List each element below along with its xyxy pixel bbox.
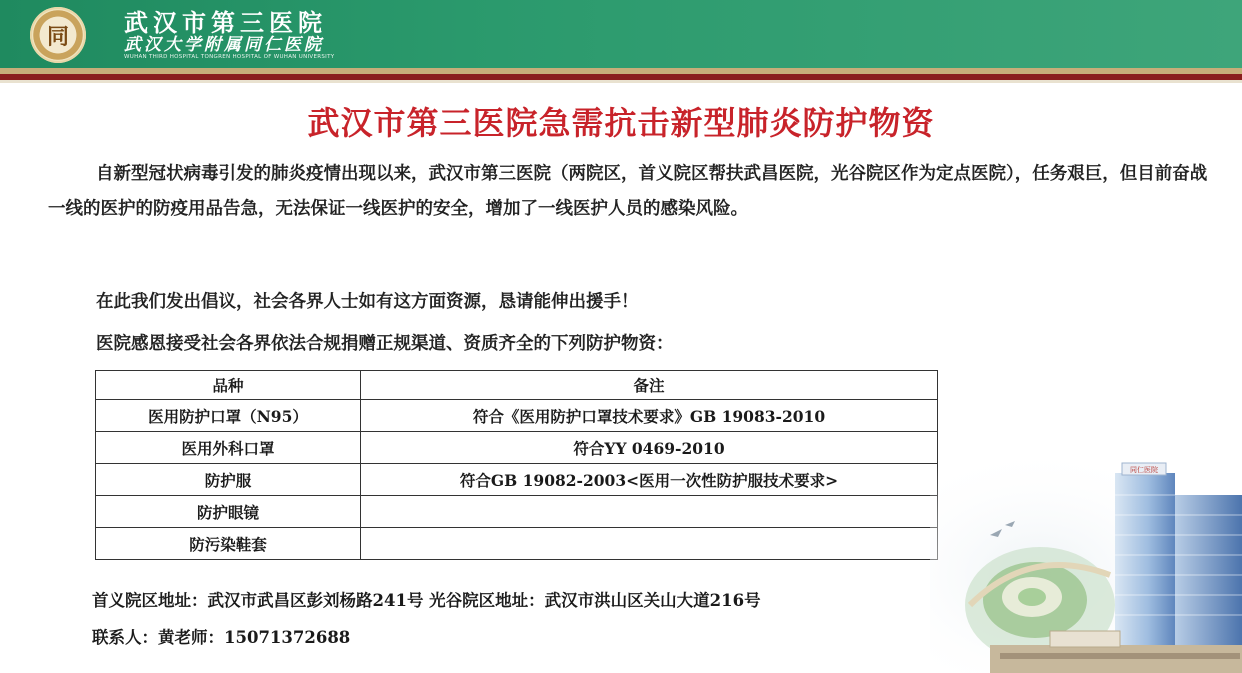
supply-item-name: 防污染鞋套 xyxy=(96,528,361,560)
table-row xyxy=(96,496,938,528)
supply-item-note: 符合GB 19082-2003<医用一次性防护服技术要求> xyxy=(361,464,938,496)
column-header-item: 品种 xyxy=(96,371,361,400)
contact-info: 联系人：黄老师：15071372688 xyxy=(92,628,351,647)
supplies-table xyxy=(95,370,938,560)
notice-title: 武汉市第三医院急需抗击新型肺炎防护物资 xyxy=(307,104,935,142)
hospital-english-name: WUHAN THIRD HOSPITAL TONGREN HOSPITAL OF WUHAN UNIVERSITY xyxy=(124,54,335,60)
notice-paragraph-intro: 自新型冠状病毒引发的肺炎疫情出现以来，武汉市第三医院（两院区，首义院区帮扶武昌医院，光谷院区作为定点医院），任务艰巨，但目前奋战一线的医护的防疫用品告急，无法保证一线医护的安全，增加了一线医护人员的感染风险。 xyxy=(48,164,1208,219)
hospital-building-illustration xyxy=(930,455,1242,673)
header-light-band xyxy=(0,80,1242,83)
hospital-header-banner xyxy=(0,0,1242,68)
table-row xyxy=(96,400,938,432)
supply-item-note: 符合《医用防护口罩技术要求》GB 19083-2010 xyxy=(361,400,938,432)
hospital-affiliation: 武汉大学附属同仁医院 xyxy=(124,35,324,55)
table-row xyxy=(96,464,938,496)
column-header-note: 备注 xyxy=(361,371,938,400)
logo-glyph: 同 xyxy=(46,24,69,50)
supply-item-note xyxy=(361,528,938,560)
hospital-logo xyxy=(30,7,86,63)
table-row xyxy=(96,432,938,464)
table-row xyxy=(96,528,938,560)
notice-paragraph-appeal: 在此我们发出倡议，社会各界人士如有这方面资源，恳请能伸出援手！ xyxy=(96,292,639,312)
supply-item-name: 防护服 xyxy=(96,464,361,496)
notice-paragraph-accept: 医院感恩接受社会各界依法合规捐赠正规渠道、资质齐全的下列防护物资： xyxy=(96,334,674,354)
supply-item-name: 医用防护口罩（N95） xyxy=(96,400,361,432)
supply-item-name: 医用外科口罩 xyxy=(96,432,361,464)
campus-addresses: 首义院区地址：武汉市武昌区彭刘杨路241号 光谷院区地址：武汉市洪山区关山大道216号 xyxy=(92,591,761,610)
building-sign-text: 同仁医院 xyxy=(1130,466,1158,474)
supply-item-note xyxy=(361,496,938,528)
table-header-row xyxy=(96,371,938,400)
supply-item-name: 防护眼镜 xyxy=(96,496,361,528)
hospital-name: 武汉市第三医院 xyxy=(124,9,327,37)
supply-item-note: 符合YY 0469-2010 xyxy=(361,432,938,464)
